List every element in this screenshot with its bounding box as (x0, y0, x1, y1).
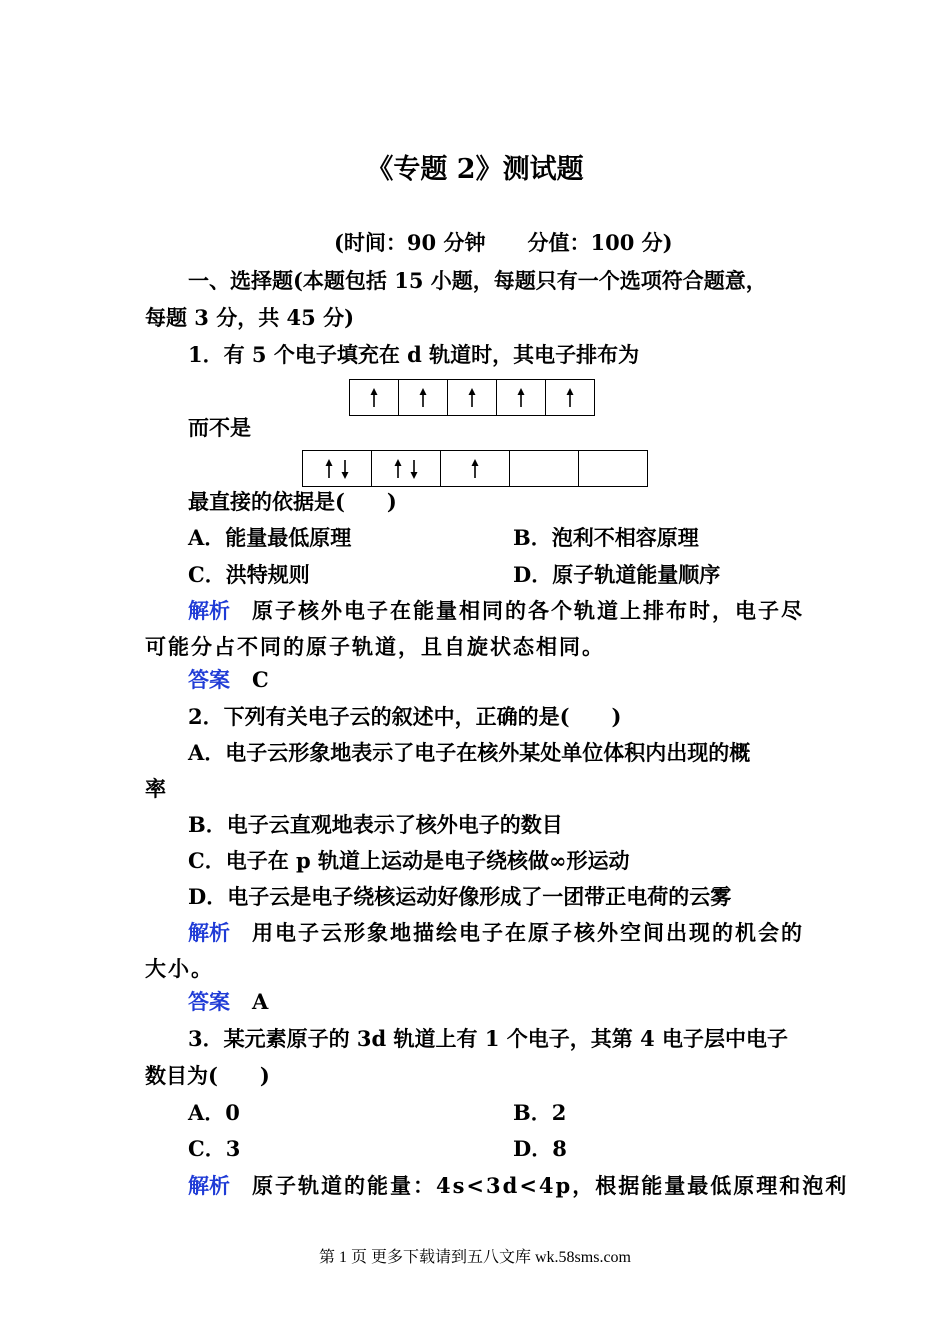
spin-up-arrow-icon (565, 388, 575, 408)
orbital-box (350, 380, 399, 415)
q3-analysis-line1 (188, 1171, 848, 1201)
page-footer: 第 1 页 更多下载请到五八文库 wk.58sms.com (318, 1249, 631, 1266)
q2-stem: 2．下列有关电子云的叙述中，正确的是( ) (188, 704, 622, 729)
q1-option-c: C．洪特规则 (188, 562, 310, 587)
orbital-box (441, 451, 510, 486)
orbital-diagram-incorrect (302, 450, 648, 487)
q1-analysis-line1 (188, 596, 804, 626)
q1-analysis-line2: 可能分占不同的原子轨道，且自旋状态相同。 (145, 634, 605, 659)
q2-option-d: D．电子云是电子绕核运动好像形成了一团带正电荷的云雾 (188, 884, 732, 909)
section-heading-line1: 一、选择题(本题包括 15 小题，每题只有一个选项符合题意， (188, 268, 767, 293)
q2-option-a-line1: A．电子云形象地表示了电子在核外某处单位体积内出现的概 (188, 740, 751, 765)
orbital-box (448, 380, 497, 415)
spin-up-arrow-icon (516, 388, 526, 408)
q1-but-not: 而不是 (188, 415, 251, 440)
spin-up-arrow-icon (467, 388, 477, 408)
orbital-box (372, 451, 441, 486)
q3-option-a: A．0 (188, 1100, 240, 1125)
q2-analysis-line1 (188, 918, 804, 948)
spin-up-arrow-icon (470, 459, 480, 479)
page-title: 《专题 2》测试题 (366, 154, 584, 185)
analysis-label: 解析 (188, 1173, 230, 1198)
spin-up-arrow-icon (369, 388, 379, 408)
analysis-label: 解析 (188, 920, 230, 945)
q3-stem-line2: 数目为( ) (145, 1063, 270, 1088)
analysis-text: 用电子云形象地描绘电子在原子核外空间出现的机会的 (252, 920, 804, 945)
q2-option-a-line2: 率 (145, 776, 166, 801)
orbital-box (546, 380, 594, 415)
orbital-box (399, 380, 448, 415)
section-heading-line2: 每题 3 分，共 45 分) (145, 305, 355, 330)
answer-label: 答案 (188, 667, 230, 692)
q2-option-c: C．电子在 p 轨道上运动是电子绕核做∞形运动 (188, 848, 630, 873)
q1-ask: 最直接的依据是( ) (188, 489, 397, 514)
q3-option-b: B．2 (513, 1100, 567, 1125)
q1-answer (188, 665, 269, 695)
orbital-box (510, 451, 579, 486)
q2-option-b: B．电子云直观地表示了核外电子的数目 (188, 812, 563, 837)
analysis-text: 原子轨道的能量：4s<3d<4p，根据能量最低原理和泡利 (252, 1173, 849, 1198)
answer-value: C (252, 667, 269, 692)
q3-option-c: C．3 (188, 1136, 241, 1161)
spin-up-arrow-icon (324, 459, 334, 479)
orbital-box (303, 451, 372, 486)
analysis-label: 解析 (188, 598, 230, 623)
answer-value: A (252, 989, 269, 1014)
q1-option-b: B．泡利不相容原理 (513, 525, 699, 550)
analysis-text: 原子核外电子在能量相同的各个轨道上排布时，电子尽 (252, 598, 804, 623)
spin-up-arrow-icon (393, 459, 403, 479)
q1-option-a: A．能量最低原理 (188, 525, 352, 550)
q2-analysis-line2: 大小。 (145, 956, 214, 981)
q3-option-d: D．8 (513, 1136, 567, 1161)
orbital-diagram-correct (349, 379, 595, 416)
orbital-box (579, 451, 647, 486)
q1-stem: 1．有 5 个电子填充在 d 轨道时，其电子排布为 (188, 342, 640, 367)
spin-down-arrow-icon (340, 459, 350, 479)
spin-up-arrow-icon (418, 388, 428, 408)
orbital-box (497, 380, 546, 415)
q2-answer (188, 987, 268, 1017)
q1-option-d: D．原子轨道能量顺序 (513, 562, 721, 587)
exam-meta: (时间：90 分钟 分值：100 分) (334, 230, 673, 255)
spin-down-arrow-icon (409, 459, 419, 479)
q3-stem-line1: 3．某元素原子的 3d 轨道上有 1 个电子，其第 4 电子层中电子 (188, 1026, 788, 1051)
answer-label: 答案 (188, 989, 230, 1014)
